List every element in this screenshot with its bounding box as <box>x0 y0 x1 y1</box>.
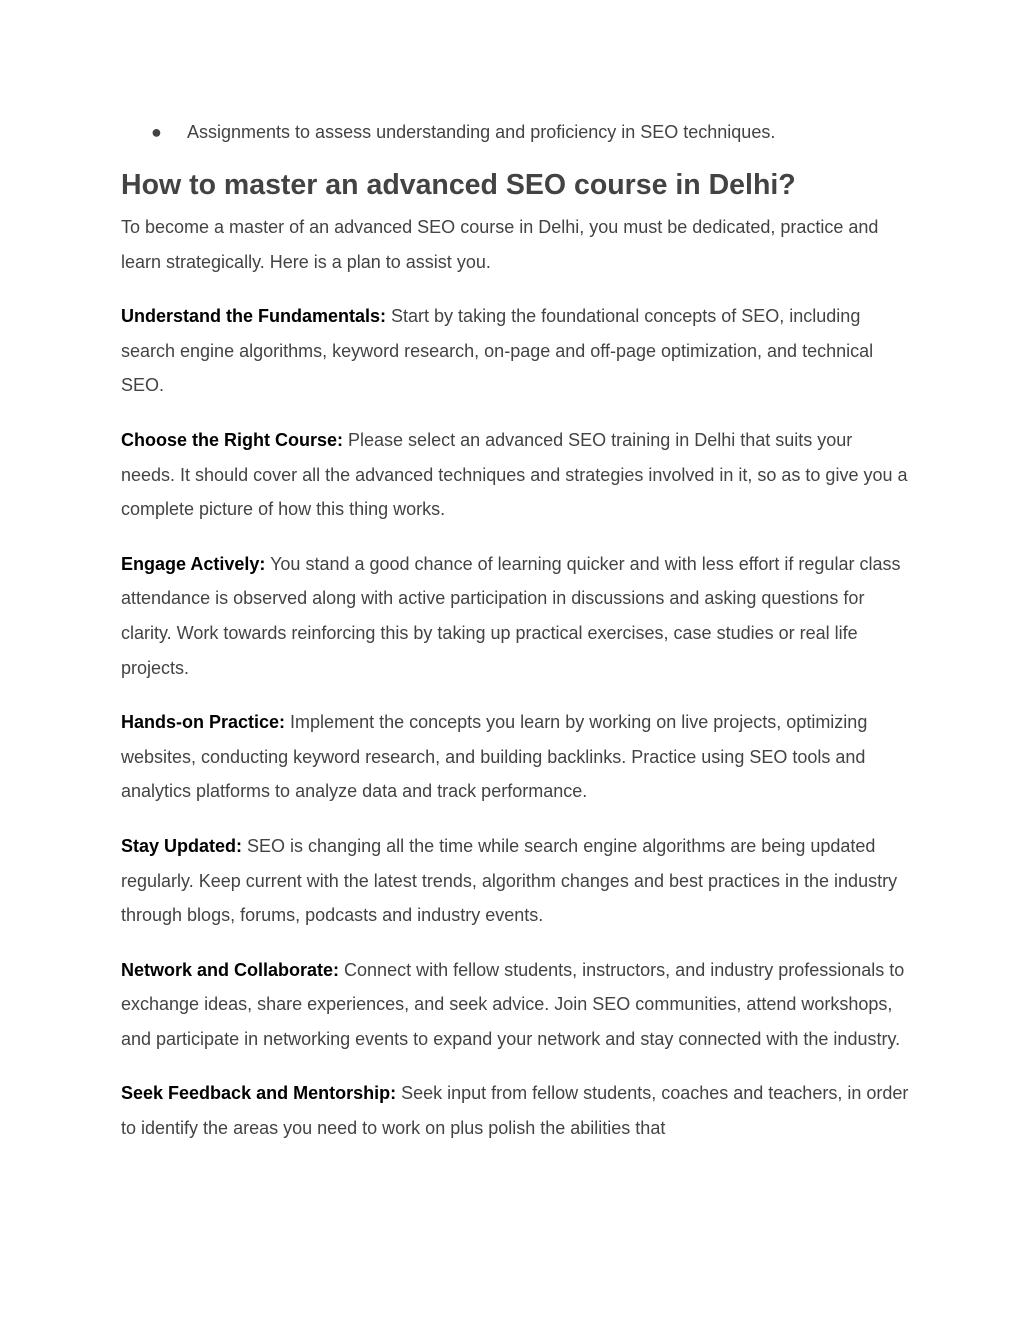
step-title: Understand the Fundamentals: <box>121 306 387 327</box>
section-heading: How to master an advanced SEO course in Delhi? <box>121 169 796 201</box>
step-title: Stay Updated: <box>121 835 243 856</box>
step-network-collaborate <box>121 953 911 1057</box>
step-title: Hands-on Practice: <box>121 712 286 733</box>
step-title: Choose the Right Course: <box>121 429 344 450</box>
step-hands-on-practice <box>121 705 911 809</box>
step-text: Implement the concepts you learn by working on live projects, optimizing websites, conducting keyword research, and building backlinks. Practice using SEO tools and analytics platforms to analyze data and track performance. <box>121 712 868 802</box>
bullet-dot-icon: ● <box>151 122 162 142</box>
step-choose-right-course <box>121 423 911 527</box>
step-text: You stand a good chance of learning quicker and with less effort if regular class attendance is observed along with active participation in discussions and asking questions for clarity. Work towards reinforcing this by taking up practical exercises, case studies or real life projects. <box>121 553 901 678</box>
bullet-text: Assignments to assess understanding and proficiency in SEO techniques. <box>187 122 776 142</box>
step-text: Connect with fellow students, instructors, and industry professionals to exchange ideas, share experiences, and seek advice. Join SEO communities, attend workshops, and participate in networking events to expand your network and stay connected with the industry. <box>121 959 905 1049</box>
step-title: Seek Feedback and Mentorship: <box>121 1083 397 1104</box>
step-engage-actively <box>121 547 911 685</box>
bullet-item <box>151 119 911 145</box>
section-body <box>121 210 911 1166</box>
step-title: Engage Actively: <box>121 553 266 574</box>
step-text: Start by taking the foundational concepts of SEO, including search engine algorithms, keyword research, on-page and off-page optimization, and technical SEO. <box>121 306 874 396</box>
step-text: Please select an advanced SEO training in Delhi that suits your needs. It should cover all the advanced techniques and strategies involved in it, so as to give you a complete picture of how this thing works. <box>121 429 908 520</box>
intro-paragraph: To become a master of an advanced SEO course in Delhi, you must be dedicated, practice and learn strategically. Here is a plan to assist you. <box>121 217 879 272</box>
step-text: Seek input from fellow students, coaches and teachers, in order to identify the areas you need to work on plus polish the abilities that <box>121 1083 909 1139</box>
step-title: Network and Collaborate: <box>121 959 340 980</box>
step-seek-feedback <box>121 1076 911 1145</box>
bullet-list <box>151 119 911 145</box>
step-stay-updated <box>121 829 911 933</box>
step-text: SEO is changing all the time while search engine algorithms are being updated regularly. Keep current with the latest trends, algorithm changes and best practices in the industry through blogs, forums, podcasts and industry events. <box>121 835 898 926</box>
step-understand-fundamentals <box>121 299 911 403</box>
